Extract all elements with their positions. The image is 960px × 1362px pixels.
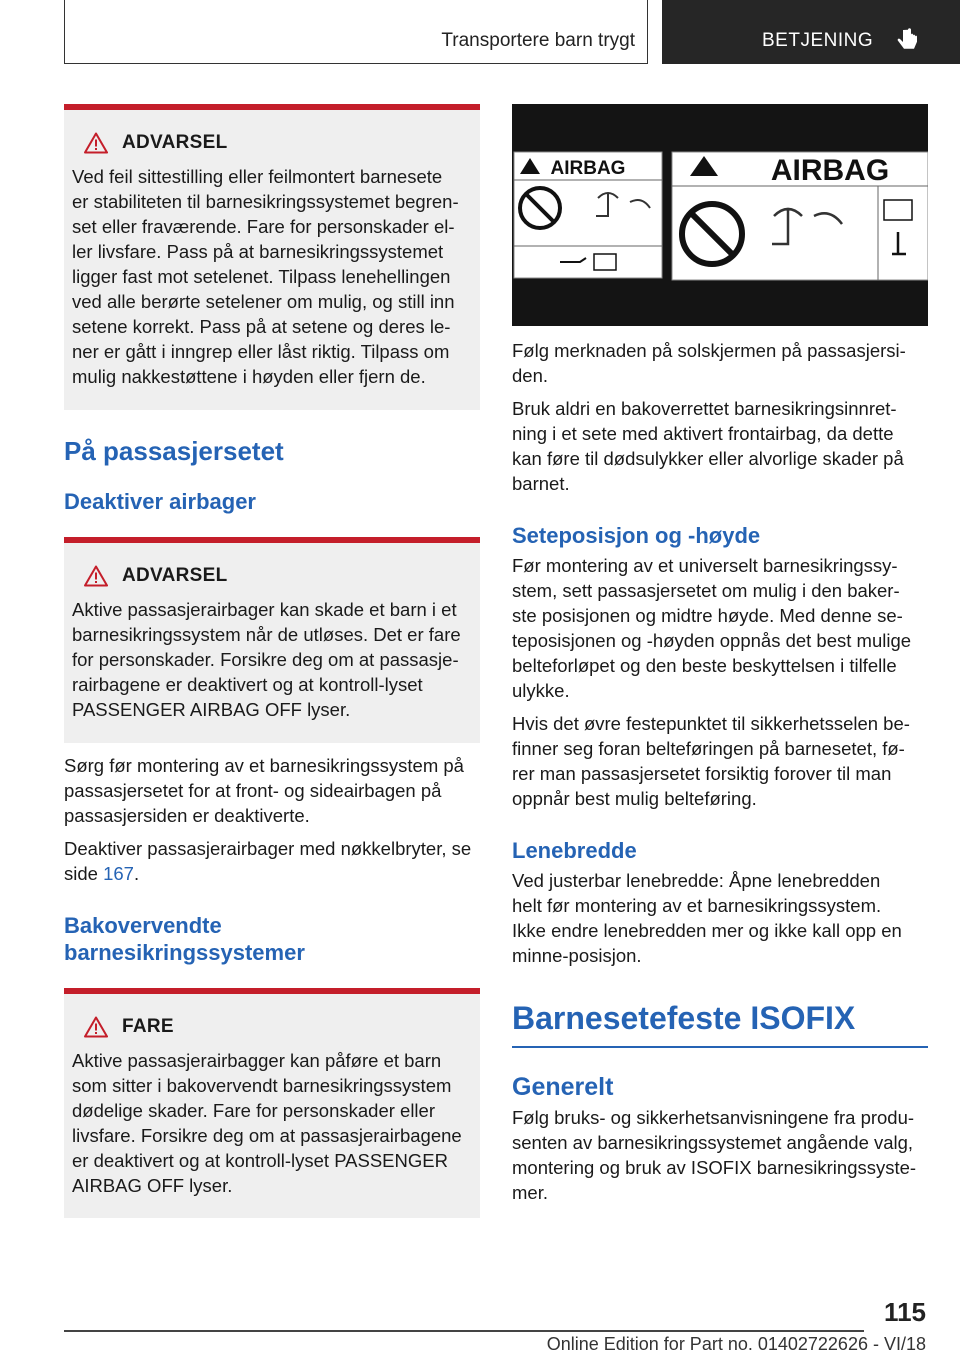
header-chapter-tab: [662, 0, 960, 64]
heading-isofix: Barnesetefeste ISOFIX: [512, 1000, 856, 1036]
paragraph: Hvis det øvre festepunktet til sikkerhetsselen be- finner seg foran belteføringen på barnesetet, fø- rer man passasjersetet forsiktig forover til man oppnår best mulig belteføring.: [512, 713, 910, 809]
warning-box: [64, 537, 480, 743]
paragraph: Deaktiver passasjerairbager med nøkkelbryter, se side 167.: [64, 838, 472, 884]
heading-backrest-width: Lenebredde: [512, 838, 637, 863]
airbag-labels-illustration: [512, 104, 928, 326]
warning-text: Aktive passasjerairbager kan skade et barn i et barnesikringssystem når de utløses. Det er fare for personskader. Forsikre deg om at passasje- rairbagene er deaktivert og at kontroll-lyset PASSENGER AIRBAG OFF lyser.: [72, 599, 461, 720]
paragraph: Sørg før montering av et barnesikringssystem på passasjersetet for at front- og sideairbagen på passasjersiden er deaktiverte.: [64, 755, 464, 826]
heading-general: Generelt: [512, 1073, 614, 1101]
right-column: [512, 104, 928, 1205]
warning-title: ADVARSEL: [122, 132, 228, 153]
page-link[interactable]: 167: [103, 863, 134, 884]
heading-seat-position: Seteposisjon og -høyde: [512, 523, 761, 548]
left-column: [64, 104, 480, 1218]
paragraph: Ved justerbar lenebredde: Åpne lenebredden helt før montering av et barnesikringssystem. Ikke endre lenebredden mer og ikke kall opp en minne-posisjon.: [512, 870, 902, 966]
warning-text: Ved feil sittestilling eller feilmontert barnesete er stabiliteten til barnesikringssystemet begren- set eller fraværende. Fare for personskader el- ler livsfare. Pass på at barnesikringssystemet ligger fast mot setelenet. Tilpass lenehellingen ved alle berørte setelener om mulig, og still inn setene korrekt. Pass på at setene og deres le- ner er gått i inngrep eller låst riktig. Tilpass om mulig nakkestøttene i høyden eller fjern de.: [72, 166, 459, 387]
heading-rear-facing: Bakovervendte barnesikringssystemer: [64, 913, 305, 965]
paragraph: Følg merknaden på solskjermen på passasjersi- den.: [512, 340, 906, 386]
page-number: 115: [884, 1297, 926, 1327]
danger-box: [64, 988, 480, 1218]
warning-triangle-icon: [84, 565, 108, 587]
warning-title: ADVARSEL: [122, 565, 228, 586]
header-section-title: Transportere barn trygt: [441, 30, 635, 51]
header-chapter-title: BETJENING: [762, 30, 874, 51]
footer-divider: [64, 1330, 864, 1332]
header-section-tab: [64, 0, 648, 64]
danger-text: Aktive passasjerairbagger kan påføre et barn som sitter i bakovervendt barnesikringssystem dødelige skader. Fare for personskader eller livsfare. Forsikre deg om at passasjerairbagene er deaktivert og at kontroll-lyset PASSENGER AIRBAG OFF lyser.: [72, 1050, 462, 1196]
paragraph: Bruk aldri en bakoverrettet barnesikringsinnret- ning i et sete med aktivert frontairbag, da dette kan føre til dødsulykker eller alvorlige skader på barnet.: [512, 398, 904, 494]
danger-title: FARE: [122, 1016, 174, 1037]
hand-pointer-icon: [894, 26, 922, 54]
heading-divider: [512, 1046, 928, 1048]
airbag-label-photo: [512, 104, 928, 326]
heading-deactivate-airbags: Deaktiver airbager: [64, 489, 256, 514]
warning-box: [64, 104, 480, 410]
heading-passenger-seat: På passasjersetet: [64, 436, 284, 466]
airbag-label-small-text: AIRBAG: [550, 158, 626, 179]
airbag-label-large-text: AIRBAG: [770, 154, 890, 187]
footer-edition: Online Edition for Part no. 01402722626 - VI/18: [546, 1334, 926, 1354]
warning-triangle-icon: [84, 1016, 108, 1038]
warning-triangle-icon: [84, 132, 108, 154]
paragraph: Før montering av et universelt barnesikringssy- stem, sett passasjersetet om mulig i den baker- ste posisjonen og midtre høyde. Med denne se- teposisjonen og -høyden oppnås det best mulige belteforløpet og den beste beskyttelsen i tilfelle ulykke.: [512, 555, 912, 701]
paragraph: Følg bruks- og sikkerhetsanvisningene fra produ- senten av barnesikringssystemet angående valg, montering og bruk av ISOFIX barnesikringssyste- mer.: [512, 1107, 917, 1203]
